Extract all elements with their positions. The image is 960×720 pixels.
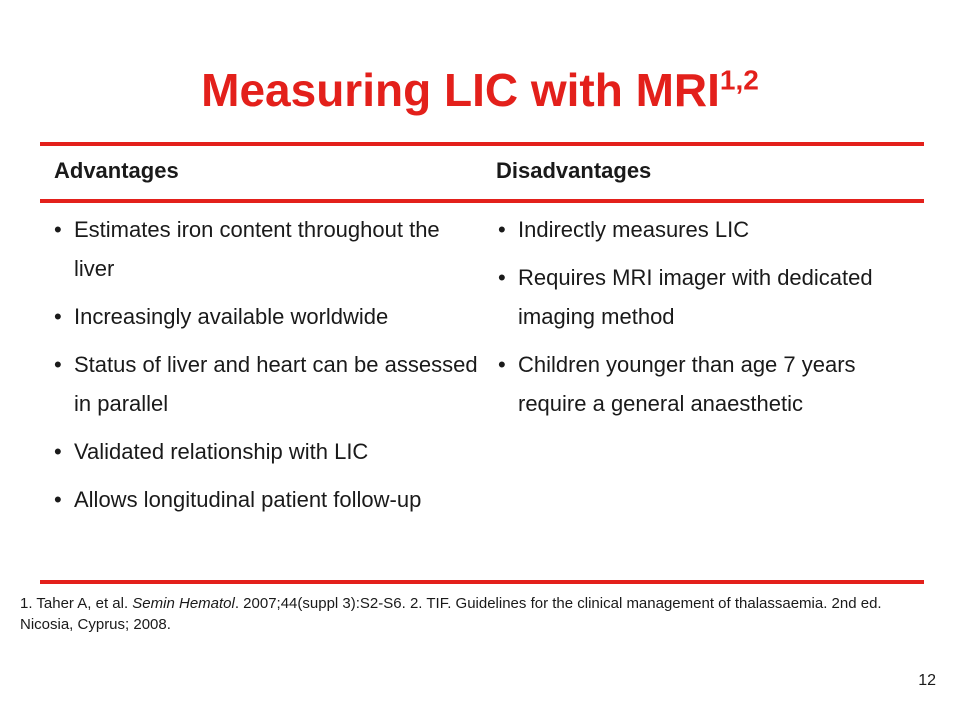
slide-title <box>0 62 960 118</box>
disadvantage-item: • Indirectly measures LIC <box>496 210 906 249</box>
advantage-item: • Status of liver and heart can be assessed in parallel <box>52 345 482 423</box>
disadvantages-header: Disadvantages <box>496 158 652 183</box>
table-bottom-rule <box>40 580 924 584</box>
footnote-journal: Semin Hematol <box>132 595 235 612</box>
disadvantage-item: • Children younger than age 7 years require a general anaesthetic <box>496 345 906 423</box>
slide-title-text: Measuring LIC with MRI <box>201 64 720 116</box>
footnote-text-end: . 2007;44(suppl 3):S2-S6. 2. TIF. Guidelines for the clinical management of thalassaemia. 2nd ed. Nicosia, Cyprus; 2008. <box>20 595 882 633</box>
page-number: 12 <box>918 672 936 689</box>
advantages-header: Advantages <box>54 158 179 183</box>
advantage-item: • Allows longitudinal patient follow-up <box>52 480 482 519</box>
footnote-text-start: 1. Taher A, et al. <box>20 595 133 612</box>
advantage-item: • Estimates iron content throughout the liver <box>52 210 482 288</box>
advantage-item: • Increasingly available worldwide <box>52 297 482 336</box>
title-superscript: 1,2 <box>719 64 759 96</box>
disadvantages-list <box>496 210 906 432</box>
advantage-item: • Validated relationship with LIC <box>52 432 482 471</box>
advantages-list <box>52 210 482 528</box>
references-footnote <box>20 593 930 635</box>
disadvantage-item: • Requires MRI imager with dedicated imaging method <box>496 258 906 336</box>
table-top-rule <box>40 142 924 146</box>
table-header-rule <box>40 199 924 203</box>
